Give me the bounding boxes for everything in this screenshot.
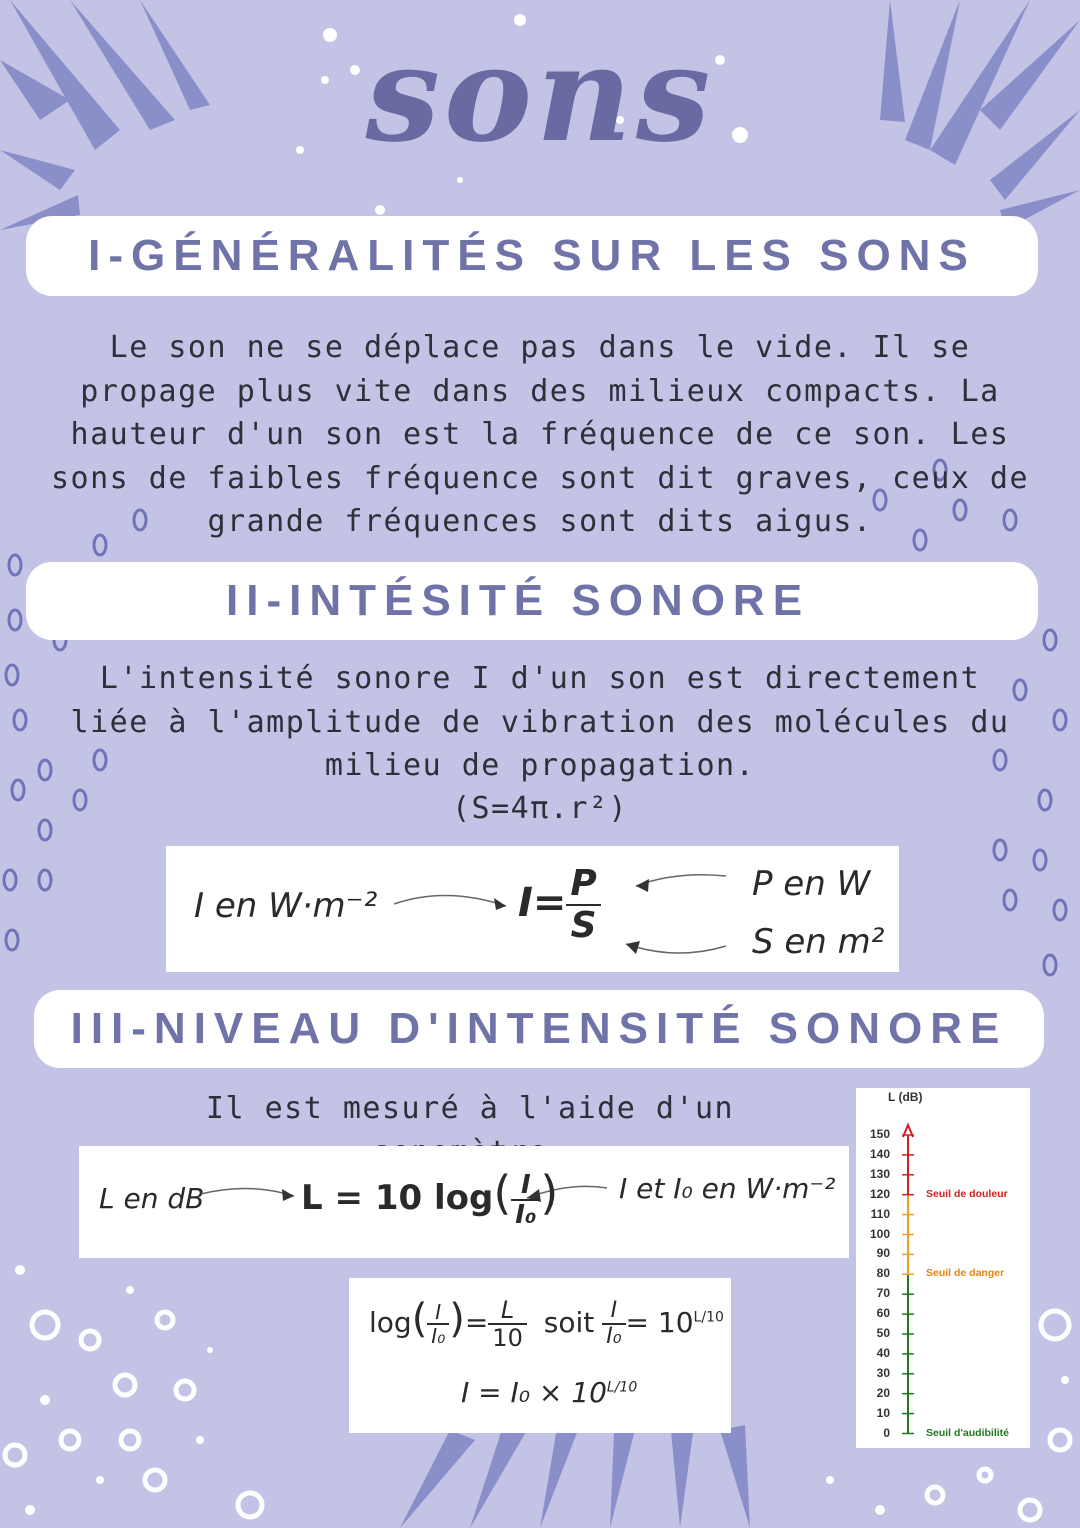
scale-tick-label: 70 — [876, 1286, 890, 1301]
scale-axis-label: L (dB) — [888, 1090, 923, 1104]
level-formula-box — [79, 1146, 849, 1258]
surface-formula: (S=4π.r²) — [451, 791, 629, 826]
log-fraction — [427, 1301, 449, 1347]
section-3-text: Il est mesuré à l'aide d'un — [205, 1091, 735, 1126]
scale-tick-label: 50 — [876, 1326, 890, 1340]
formula-fraction — [566, 864, 600, 946]
scale-threshold-label: Seuil de danger — [926, 1267, 1005, 1280]
unit-level: L en dB — [99, 1182, 205, 1215]
formula-num: P — [566, 864, 600, 906]
scale-tick-label: 40 — [876, 1345, 890, 1360]
scale-tick-label: 80 — [876, 1266, 890, 1281]
level-formula-main: L = 10 log — [301, 1178, 494, 1218]
l-den: 10 — [492, 1324, 523, 1352]
l-fraction — [488, 1297, 527, 1351]
ratio-eq: = 10 — [625, 1306, 694, 1339]
ratio-num: I — [602, 1299, 625, 1325]
unit-power: P en W — [752, 864, 871, 904]
scale-tick-label: 0 — [883, 1425, 890, 1440]
level-formula: L = 10 log( $\frac{I}{\text{I₀}}$ ) — [301, 1166, 559, 1230]
section-3-heading: III-NIVEAU D'INTENSITÉ SONORE — [34, 990, 1044, 1068]
section-1-text: Le son ne se déplace pas dans le vide. Il se propage plus vite dans des milieux compacts. La hauteur d'un son est la fréquence de ce son. Les sons de faibles fréquence sont dit graves, ceux de grande fréquences sont dits aigus. — [50, 330, 1030, 539]
log-equation: log( $\frac{I}{\text{I₀}}$ )= $\frac{L}{10}$ soit $\frac{I}{\text{I₀}}$ = $10^{L/10}$ — [369, 1296, 724, 1352]
log-label: log — [369, 1306, 412, 1339]
section-2-text: L'intensité sonore I d'un son est directement liée à l'amplitude de vibration des molécules du milieu de propagation. — [70, 661, 1010, 783]
scale-threshold-label: Seuil de douleur — [926, 1187, 1008, 1200]
log-eq: = — [464, 1306, 489, 1339]
level-fraction — [511, 1171, 540, 1229]
formula-lhs: I — [518, 880, 533, 926]
scale-tick-label: 30 — [876, 1365, 890, 1380]
scale-tick-label: 140 — [869, 1146, 890, 1161]
soit-text: soit — [543, 1306, 595, 1339]
formula-den: S — [570, 905, 597, 946]
ratio-exponent: L/10 — [693, 1309, 724, 1326]
scale-tick-label: 10 — [876, 1405, 890, 1420]
scale-tick-label: 90 — [876, 1246, 890, 1261]
ratio-fraction — [602, 1299, 625, 1349]
section-1-heading: I-GÉNÉRALITÉS SUR LES SONS — [26, 216, 1038, 296]
solution-exponent: L/10 — [606, 1379, 638, 1396]
section-2-heading: II-INTÉSITÉ SONORE — [26, 562, 1038, 640]
l-num: L — [488, 1297, 527, 1325]
log-num: I — [427, 1301, 449, 1325]
sound-level-scale — [856, 1088, 1030, 1448]
scale-tick-label: 120 — [869, 1186, 890, 1201]
level-num: I — [511, 1171, 540, 1201]
unit-surface: S en m² — [752, 922, 885, 962]
level-den: I₀ — [515, 1199, 537, 1230]
scale-tick-label: 100 — [869, 1226, 890, 1241]
scale-tick-label: 130 — [869, 1166, 890, 1181]
scale-tick-label: 20 — [876, 1385, 890, 1400]
scale-threshold-label: Seuil d'audibilité — [926, 1426, 1010, 1439]
log-den: I₀ — [431, 1324, 446, 1348]
scale-tick-label: 110 — [870, 1206, 890, 1221]
formula-equals: = — [532, 880, 567, 926]
intensity-formula-box — [166, 846, 899, 972]
unit-intensities: I et I₀ en W·m⁻² — [619, 1172, 836, 1205]
page-title: sons — [365, 17, 715, 172]
intensity-symbol — [518, 864, 601, 946]
ratio-den: I₀ — [606, 1324, 622, 1349]
solution-text: I = I₀ × 10 — [461, 1376, 607, 1409]
scale-tick-label: 150 — [869, 1127, 890, 1141]
unit-intensity: I en W·m⁻² — [194, 886, 378, 926]
intensity-solution — [461, 1376, 637, 1409]
log-formula-box — [349, 1278, 731, 1433]
scale-tick-label: 60 — [876, 1306, 890, 1321]
